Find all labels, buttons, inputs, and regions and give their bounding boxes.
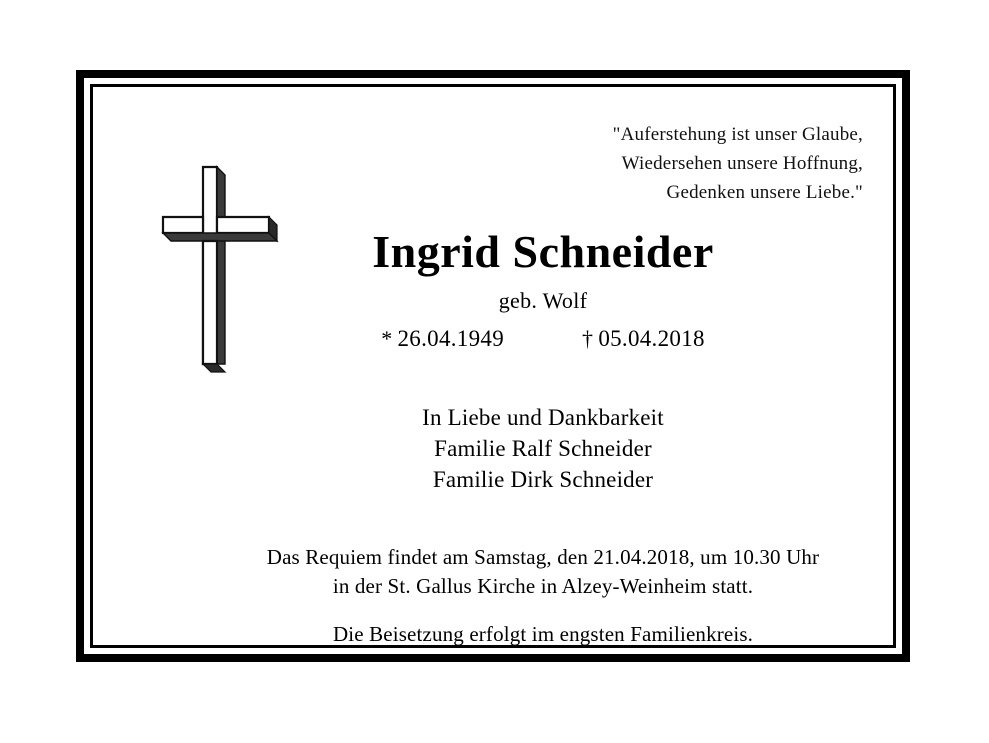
- main-text-column: [213, 227, 873, 647]
- burial-block: [213, 622, 873, 647]
- quote-block: [613, 121, 863, 208]
- dedication-line-2: Familie Ralf Schneider: [434, 435, 652, 461]
- service-block: [213, 543, 873, 600]
- birth-date: 26.04.1949: [397, 325, 504, 351]
- quote-line-3: Gedenken unsere Liebe.": [666, 181, 863, 203]
- burial-line-1: Die Beisetzung erfolgt im engsten Familienkreis.: [332, 622, 754, 647]
- life-dates: [213, 326, 873, 352]
- quote-line-1: "Auferstehung ist unser Glaube,: [612, 124, 863, 145]
- death-date-group: [582, 326, 705, 352]
- mourning-border-gap: [84, 78, 902, 654]
- maiden-name: geb. Wolf: [498, 287, 588, 313]
- service-line-1: Das Requiem findet am Samstag, den 21.04.2018, um 10.30 Uhr: [266, 545, 820, 570]
- dedication-line-3: Familie Dirk Schneider: [432, 467, 654, 493]
- dedication-line-1: In Liebe und Dankbarkeit: [422, 404, 664, 430]
- deceased-name: Ingrid Schneider: [372, 226, 714, 277]
- quote-line-2: Wiedersehen unsere Hoffnung,: [621, 152, 863, 174]
- service-line-2: in der St. Gallus Kirche in Alzey-Weinheim statt.: [332, 573, 754, 598]
- mourning-border-outer: [76, 70, 910, 662]
- death-date: 05.04.2018: [598, 325, 705, 351]
- dedication-block: [213, 402, 873, 496]
- notice-card: [90, 84, 896, 648]
- death-cross-icon: †: [582, 325, 594, 351]
- birth-star-icon: *: [381, 325, 393, 351]
- birth-date-group: [381, 326, 504, 352]
